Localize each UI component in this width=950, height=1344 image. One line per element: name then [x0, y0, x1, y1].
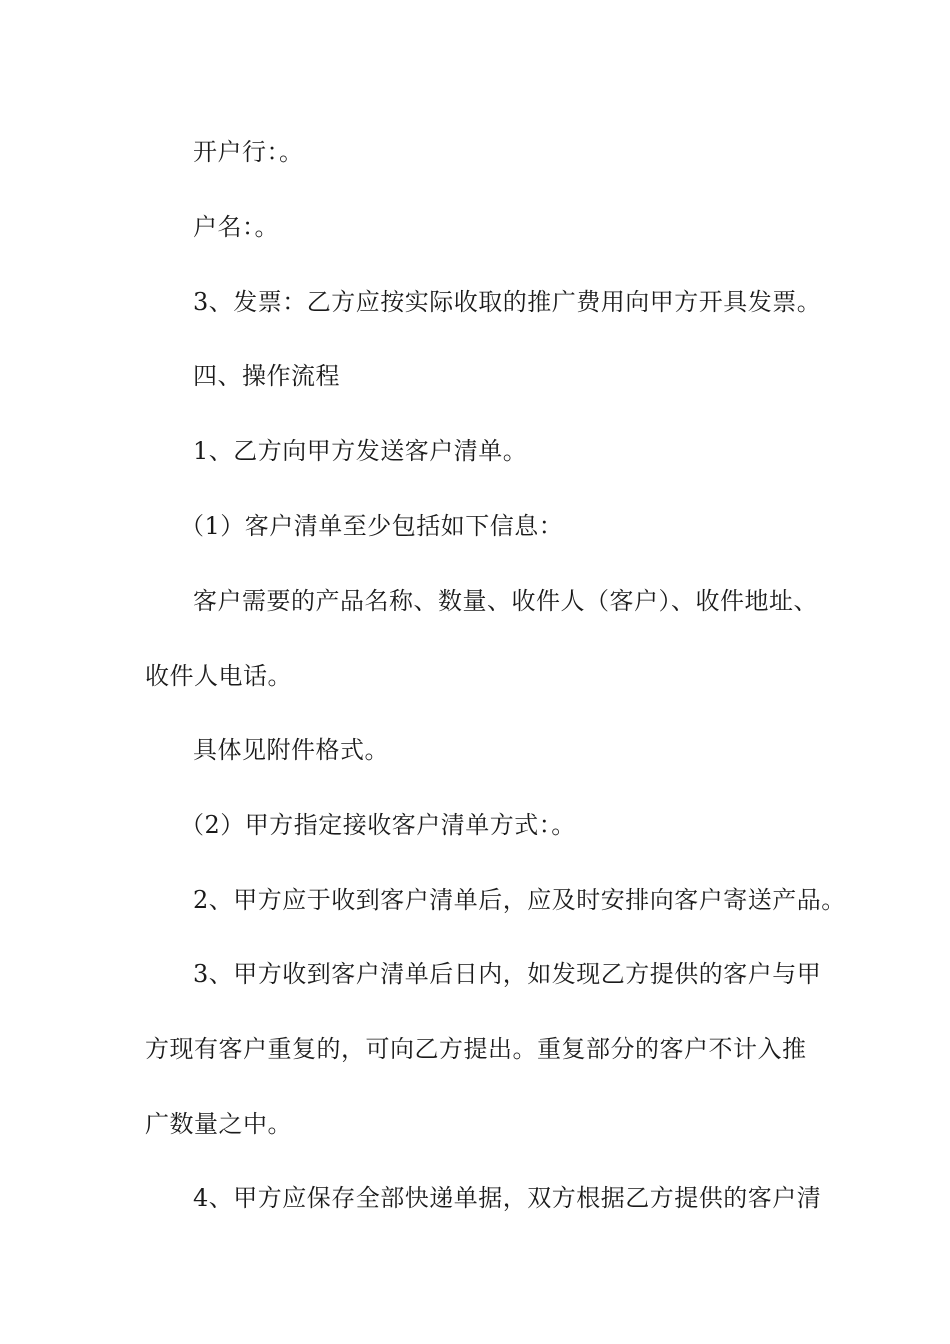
invoice-clause: 3、发票：乙方应按实际收取的推广费用向甲方开具发票。	[193, 288, 822, 316]
paragraph-line: 客户需要的产品名称、数量、收件人（客户）、收件地址、	[193, 587, 818, 615]
paragraph-line: 广数量之中。	[145, 1110, 292, 1138]
paragraph-line: 具体见附件格式。	[193, 736, 389, 764]
clause-4: 4、甲方应保存全部快递单据，双方根据乙方提供的客户清	[193, 1184, 822, 1212]
clause-2: 2、甲方应于收到客户清单后，应及时安排向客户寄送产品。	[193, 886, 846, 914]
section-heading: 四、操作流程	[193, 362, 340, 390]
clause-1-sub-2: （2）甲方指定接收客户清单方式：。	[180, 811, 576, 839]
paragraph-line: 收件人电话。	[145, 662, 292, 690]
bank-line: 开户行：。	[193, 138, 304, 166]
clause-1-sub-1: （1）客户清单至少包括如下信息：	[180, 512, 564, 540]
paragraph-line: 方现有客户重复的，可向乙方提出。重复部分的客户不计入推	[145, 1035, 807, 1063]
clause-1: 1、乙方向甲方发送客户清单。	[193, 437, 528, 465]
clause-3: 3、甲方收到客户清单后日内，如发现乙方提供的客户与甲	[193, 960, 822, 988]
account-name-line: 户名：。	[193, 213, 279, 241]
